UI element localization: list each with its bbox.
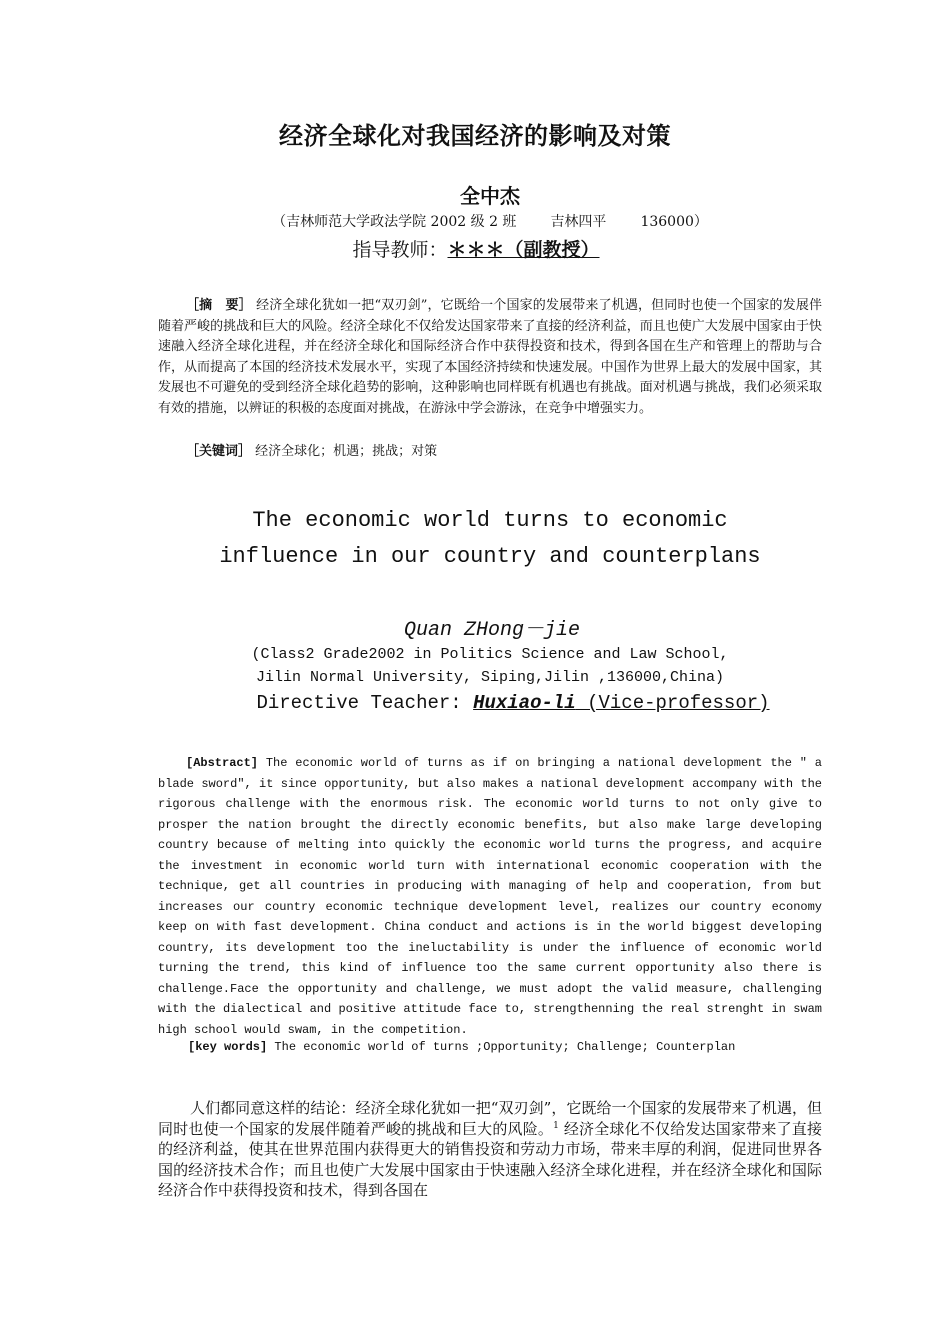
- english-keywords-text: The economic world of turns ;Opportunity; Challenge; Counterplan: [274, 1040, 736, 1054]
- chinese-keywords-text: 经济全球化；机遇；挑战；对策: [255, 444, 438, 459]
- chinese-affiliation-city: 吉林四平: [550, 214, 607, 230]
- chinese-affiliation-postcode: 136000）: [640, 214, 708, 230]
- english-author: Quan ZHong－jie: [403, 619, 581, 642]
- english-keywords: [188, 1040, 828, 1054]
- chinese-affiliation: [0, 211, 950, 231]
- chinese-title: 经济全球化对我国经济的影响及对策: [279, 121, 671, 150]
- chinese-affiliation-school: （吉林师范大学政法学院 2002 级 2 班: [272, 214, 517, 230]
- chinese-advisor-name: ＊＊＊（副教授）: [447, 239, 600, 261]
- chinese-abstract-tag: ［摘 要］: [186, 298, 252, 313]
- english-advisor-label: Directive Teacher:: [256, 692, 474, 714]
- footnote-marker[interactable]: 1: [553, 1120, 559, 1131]
- english-advisor-rank: (Vice-professor): [575, 692, 770, 714]
- english-advisor: [0, 692, 950, 714]
- english-affiliation-line-1: (Class2 Grade2002 in Politics Science and Law School,: [251, 646, 729, 663]
- chinese-abstract: [158, 296, 822, 419]
- chinese-advisor-label: 指导教师：: [352, 239, 448, 261]
- english-title-line-2: influence in our country and counterplans: [219, 544, 761, 569]
- body-paragraph: [158, 1098, 822, 1201]
- english-abstract-tag: [Abstract]: [186, 756, 259, 770]
- body-paragraph-text-2: 经济全球化不仅给发达国家带来了直接的经济利益，使其在世界范围内获得更大的销售投资和劳动力市场，带来丰厚的利润，促进同世界各国的经济技术合作；而且也使广大发展中国家由于快速融入经济全球化进程，并在经济全球化和国际经济合作中获得投资和技术，得到各国在: [158, 1119, 822, 1199]
- english-abstract-text: The economic world of turns as if on bringing a national development the " a blade sword", it since opportunity, but also makes a national development accompany with the rigorous challenge with the enormous risk. The economic world turns to not only give to prosper the nation brought the directly economic benefits, but also make large developing country because of melting into quickly the economic world turns the progress, and acquire the investment in economic world turn with international economic cooperation with the technique, get all countries in producing with managing of help and cooperation, from but increases our country economic technique development level, realizes our country economy keep on with fast development. China conduct and actions is in the world biggest developing country, its development too the ineluctability is under the influence of economic world turning the trend, this kind of influence too the same current opportunity also there is challenge.Face the opportunity and challenge, we must adopt the valid measure, challenging with the dialectical and positive attitude face to, strengthenning the real strenght in swam high school would swam, in the competition.: [158, 756, 823, 1037]
- chinese-author: 全中杰: [460, 184, 520, 208]
- english-affiliation-line-2: Jilin Normal University, Siping,Jilin ,136000,China): [255, 669, 725, 686]
- body-paragraph-text-1: 人们都同意这样的结论：经济全球化犹如一把“双刃剑”，它既给一个国家的发展带来了机遇，但同时也使一个国家的发展伴随着严峻的挑战和巨大的风险。: [158, 1099, 822, 1138]
- english-advisor-name: Huxiao-li: [473, 692, 576, 714]
- english-title-line-1: The economic world turns to economic: [252, 508, 728, 533]
- english-keywords-tag: [key words]: [188, 1040, 268, 1054]
- chinese-abstract-text: 经济全球化犹如一把“双刃剑”，它既给一个国家的发展带来了机遇，但同时也使一个国家的发展伴随着严峻的挑战和巨大的风险。经济全球化不仅给发达国家带来了直接的经济利益，而且也使广大发展中国家由于快速融入经济全球化进程，并在经济全球化和国际经济合作中获得投资和技术，得到各国在生产和管理上的帮助与合作，从而提高了本国的经济技术发展水平，实现了本国经济持续和快速发展。中国作为世界上最大的发展中国家，其发展也不可避免的受到经济全球化趋势的影响，这种影响也同样既有机遇也有挑战。面对机遇与挑战，我们必须采取有效的措施，以辨证的积极的态度面对挑战，在游泳中学会游泳，在竞争中增强实力。: [158, 298, 822, 416]
- english-abstract: [158, 753, 822, 1040]
- chinese-keywords: [186, 440, 826, 459]
- english-affiliation: [0, 643, 950, 689]
- chinese-keywords-tag: ［关键词］: [186, 444, 252, 459]
- chinese-advisor: [0, 235, 950, 262]
- english-title: [0, 503, 950, 575]
